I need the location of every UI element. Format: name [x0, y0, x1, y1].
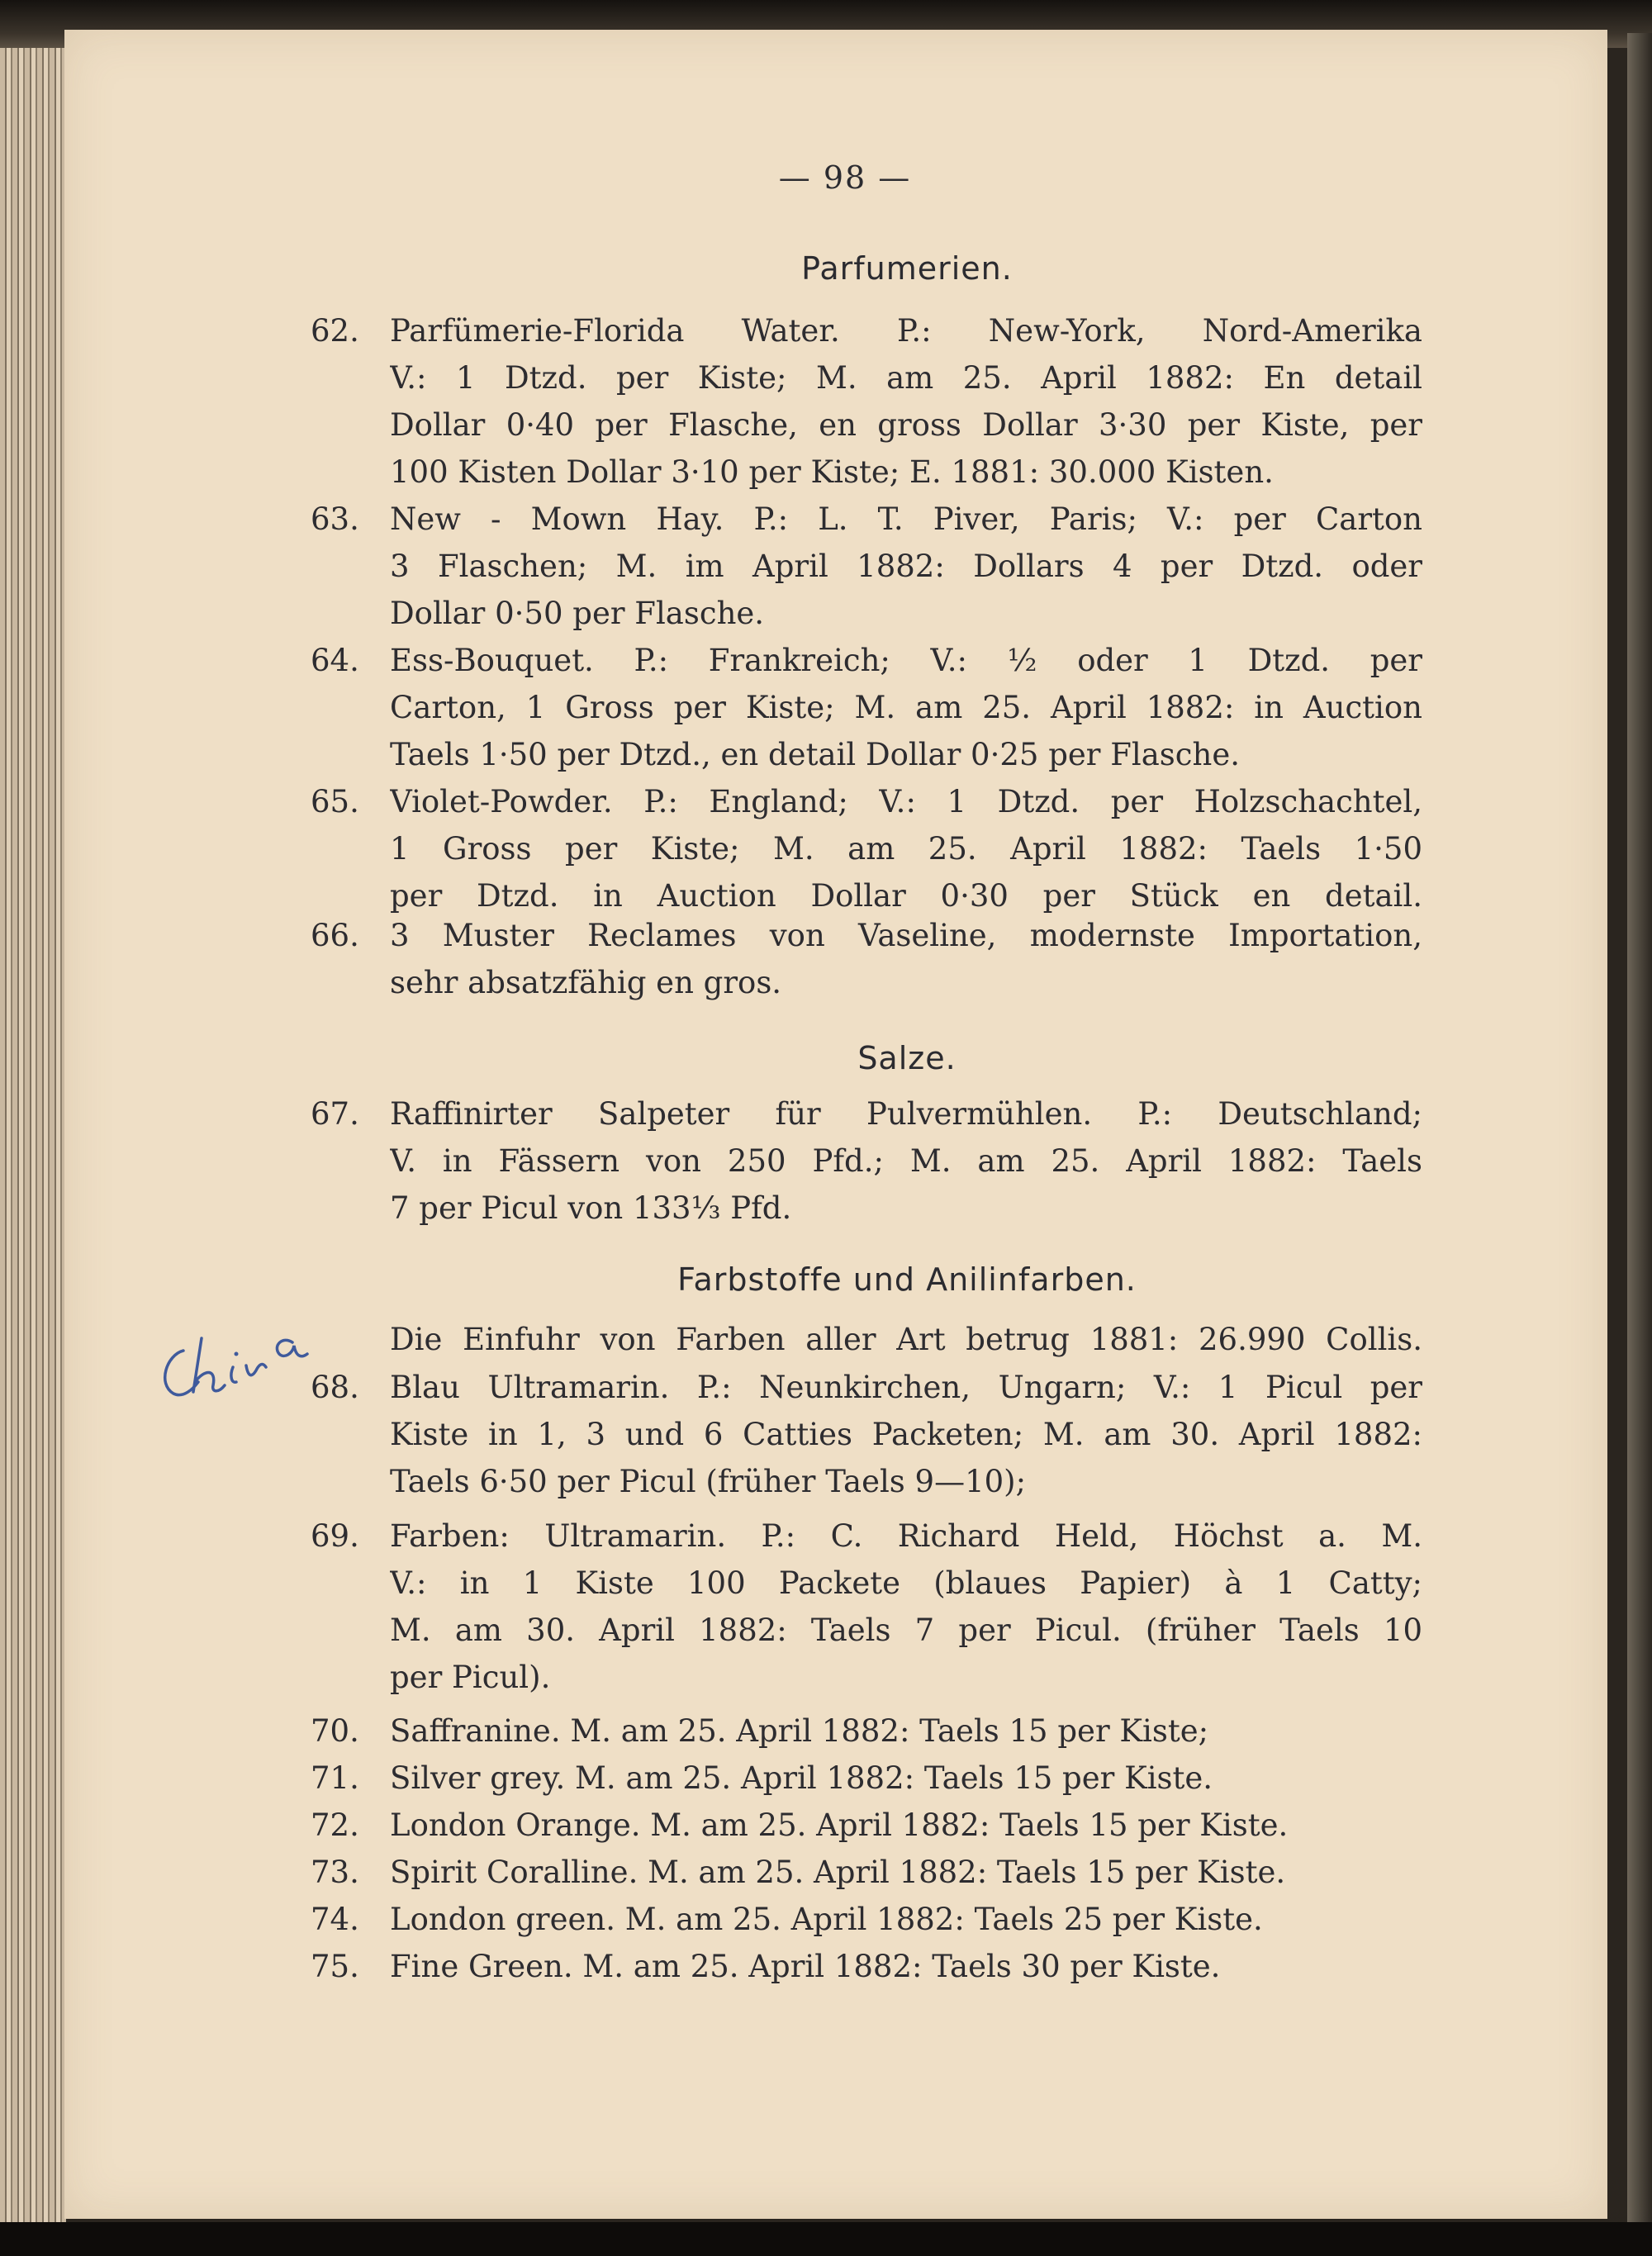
entry-line: 1 Gross per Kiste; M. am 25. April 1882: Taels 1·50 [390, 831, 1422, 867]
entry-line: Spirit Coralline. M. am 25. April 1882: Taels 15 per Kiste. [390, 1855, 1286, 1890]
entry-number: 74. [311, 1902, 359, 1937]
entry-line: Blau Ultramarin. P.: Neunkirchen, Ungarn; V.: 1 Picul per [390, 1370, 1422, 1405]
entry-line: Dollar 0·40 per Flasche, en gross Dollar 3·30 per Kiste, per [390, 407, 1422, 443]
entry-number: 72. [311, 1807, 359, 1843]
entry-line: Ess-Bouquet. P.: Frankreich; V.: ½ oder 1 Dtzd. per [390, 643, 1422, 678]
entry-line: M. am 30. April 1882: Taels 7 per Picul. (früher Taels 10 [390, 1612, 1422, 1648]
entry-line: Saffranine. M. am 25. April 1882: Taels 15 per Kiste; [390, 1713, 1209, 1749]
entry-line: Kiste in 1, 3 und 6 Catties Packeten; M. am 30. April 1882: [390, 1417, 1422, 1452]
page-stack-edges [0, 25, 66, 2230]
entry-number: 75. [311, 1949, 359, 1984]
section-heading-parfumerien: Parfumerien. [801, 250, 1013, 287]
entry-line: 7 per Picul von 133⅓ Pfd. [390, 1190, 792, 1226]
section-intro-text: Die Einfuhr von Farben aller Art betrug 1881: 26.990 Collis. [390, 1322, 1422, 1357]
entry-number: 65. [311, 784, 359, 819]
entry-line: Farben: Ultramarin. P.: C. Richard Held, Höchst a. M. [390, 1518, 1422, 1554]
entry-line: per Picul). [390, 1660, 551, 1695]
entry-number: 69. [311, 1518, 359, 1554]
entry-line: per Dtzd. in Auction Dollar 0·30 per Stück en detail. [390, 878, 1422, 914]
entry-number: 71. [311, 1760, 359, 1796]
right-binding-edge [1627, 33, 1652, 2230]
entry-line: V.: 1 Dtzd. per Kiste; M. am 25. April 1882: En detail [390, 360, 1422, 396]
entry-number: 67. [311, 1096, 359, 1132]
entry-number: 70. [311, 1713, 359, 1749]
entry-line: Taels 1·50 per Dtzd., en detail Dollar 0·25 per Flasche. [390, 737, 1240, 772]
entry-line: 3 Muster Reclames von Vaseline, modernste Importation, [390, 918, 1422, 953]
entry-line: 3 Flaschen; M. im April 1882: Dollars 4 per Dtzd. oder [390, 549, 1422, 584]
entry-line: 100 Kisten Dollar 3·10 per Kiste; E. 1881: 30.000 Kisten. [390, 454, 1274, 490]
entry-line: V.: in 1 Kiste 100 Packete (blaues Papier) à 1 Catty; [390, 1565, 1422, 1601]
entry-line: Parfümerie-Florida Water. P.: New-York, Nord-Amerika [390, 313, 1422, 349]
entry-line: Raffinirter Salpeter für Pulvermühlen. P.: Deutschland; [390, 1096, 1422, 1132]
section-heading-salze: Salze. [857, 1040, 957, 1076]
entry-line: Carton, 1 Gross per Kiste; M. am 25. April 1882: in Auction [390, 690, 1422, 725]
entry-line: Fine Green. M. am 25. April 1882: Taels 30 per Kiste. [390, 1949, 1221, 1984]
entry-number: 62. [311, 313, 359, 349]
entry-line: Taels 6·50 per Picul (früher Taels 9—10); [390, 1464, 1027, 1499]
bottom-edge [0, 2222, 1652, 2256]
entry-number: 68. [311, 1370, 359, 1405]
entry-line: New - Mown Hay. P.: L. T. Piver, Paris; V.: per Carton [390, 501, 1422, 537]
entry-line: Violet-Powder. P.: England; V.: 1 Dtzd. per Holzschachtel, [390, 784, 1422, 819]
entry-line: Silver grey. M. am 25. April 1882: Taels 15 per Kiste. [390, 1760, 1213, 1796]
entry-line: sehr absatzfähig en gros. [390, 965, 782, 1000]
entry-line: V. in Fässern von 250 Pfd.; M. am 25. April 1882: Taels [390, 1143, 1422, 1179]
entry-number: 66. [311, 918, 359, 953]
entry-line: London Orange. M. am 25. April 1882: Taels 15 per Kiste. [390, 1807, 1289, 1843]
handwritten-margin-note [150, 1318, 332, 1408]
entry-number: 73. [311, 1855, 359, 1890]
page-number: — 98 — [778, 159, 912, 196]
entry-line: London green. M. am 25. April 1882: Taels 25 per Kiste. [390, 1902, 1263, 1937]
entry-number: 63. [311, 501, 359, 537]
entry-number: 64. [311, 643, 359, 678]
entry-line: Dollar 0·50 per Flasche. [390, 596, 765, 631]
section-heading-farbstoffe: Farbstoffe und Anilinfarben. [677, 1261, 1137, 1298]
